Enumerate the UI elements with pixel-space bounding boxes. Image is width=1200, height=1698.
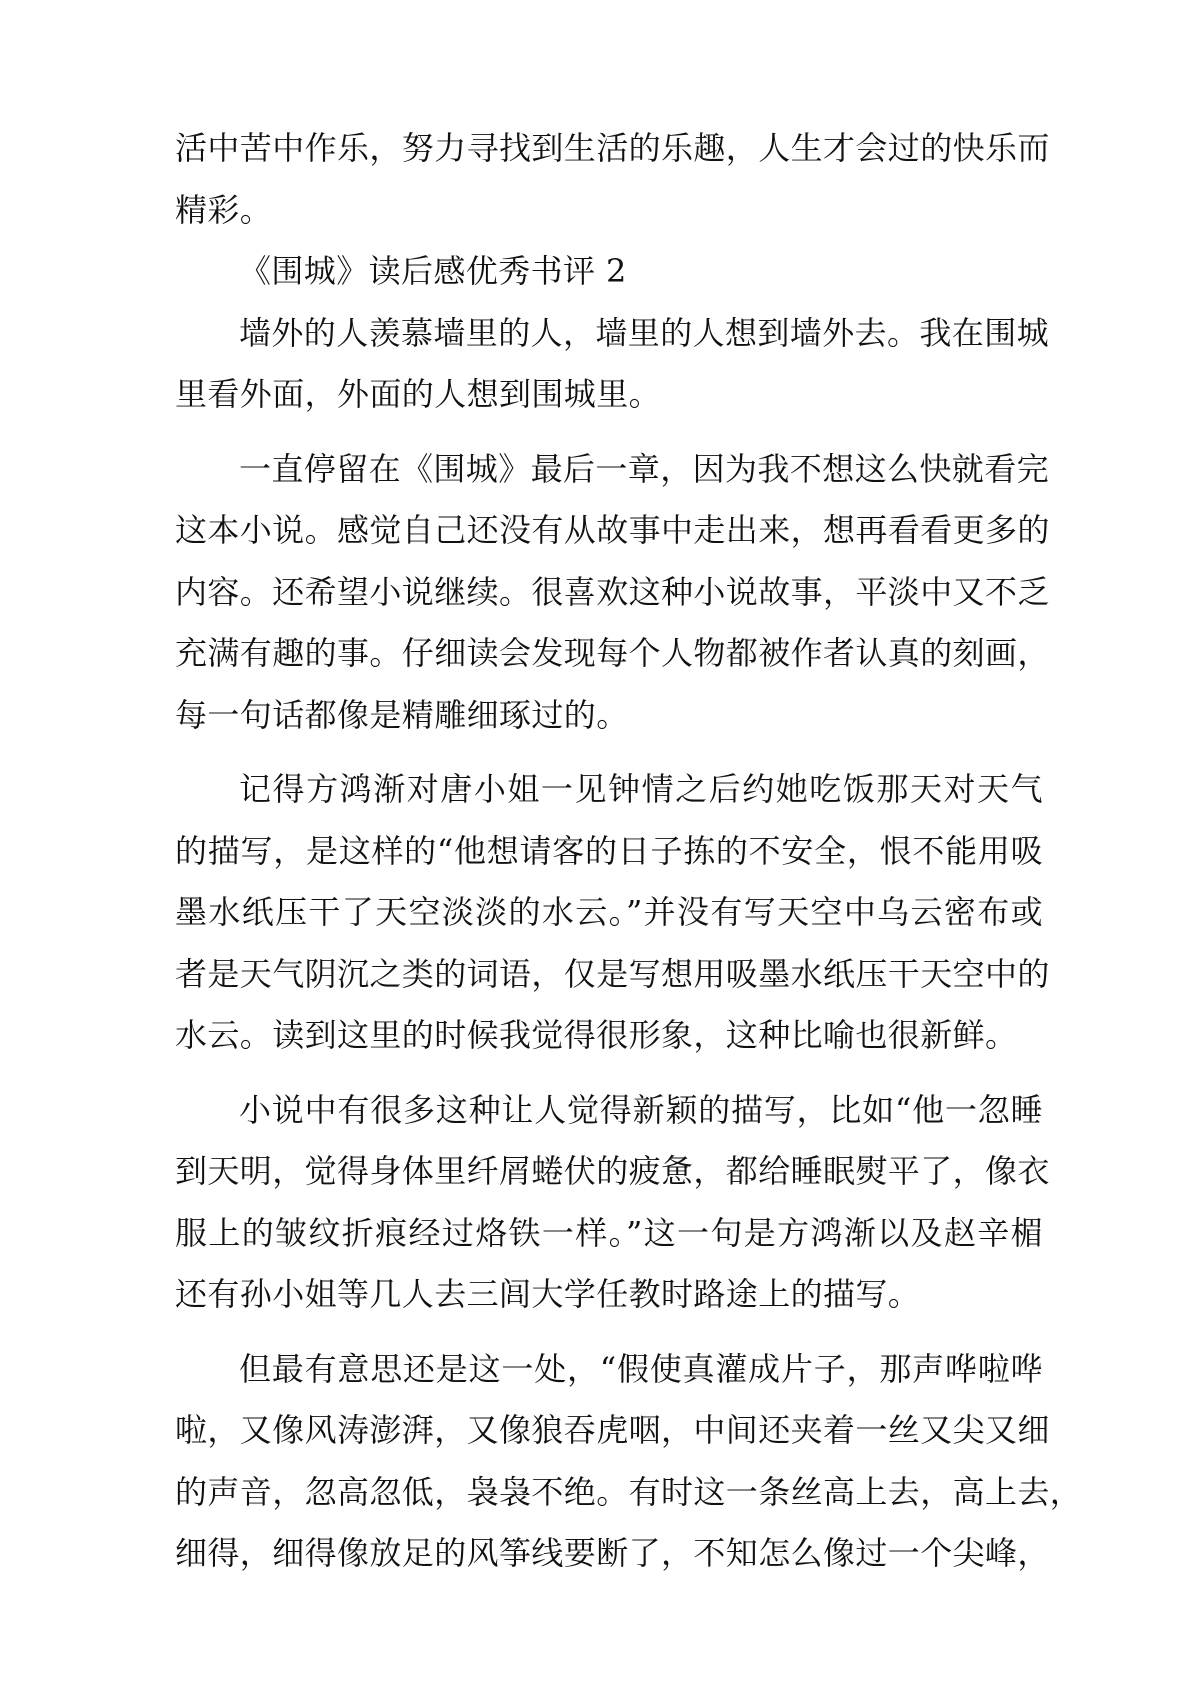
paragraph-line: 墨水纸压干了天空淡淡的水云。”并没有写天空中乌云密布或 xyxy=(175,893,1043,931)
section-heading: 《围城》读后感优秀书评 2 xyxy=(239,252,627,290)
paragraph-line: 水云。读到这里的时候我觉得很形象，这种比喻也很新鲜。 xyxy=(175,1016,1018,1054)
paragraph-line: 服上的皱纹折痕经过烙铁一样。”这一句是方鸿渐以及赵辛楣 xyxy=(175,1213,1043,1252)
paragraph-line: 的声音，忽高忽低，袅袅不绝。有时这一条丝高上去，高上去， xyxy=(175,1472,1083,1511)
paragraph-line: 还有孙小姐等几人去三闾大学任教时路途上的描写。 xyxy=(175,1275,921,1313)
paragraph-line: 者是天气阴沉之类的词语，仅是写想用吸墨水纸压干天空中的 xyxy=(175,954,1050,993)
paragraph-line: 内容。还希望小说继续。很喜欢这种小说故事，平淡中又不乏 xyxy=(175,572,1050,611)
paragraph-line: 这本小说。感觉自己还没有从故事中走出来，想再看看更多的 xyxy=(175,511,1050,549)
paragraph-line: 但最有意思还是这一处，“假使真灌成片子，那声哗啦哗 xyxy=(239,1349,1043,1388)
paragraph-line: 记得方鸿渐对唐小姐一见钟情之后约她吃饭那天对天气 xyxy=(239,770,1043,808)
paragraph-line: 到天明，觉得身体里纤屑蜷伏的疲惫，都给睡眠熨平了，像衣 xyxy=(175,1152,1050,1190)
paragraph-line: 一直停留在《围城》最后一章，因为我不想这么快就看完 xyxy=(239,449,1050,488)
document-body xyxy=(175,118,1083,1585)
paragraph-line: 精彩。 xyxy=(175,190,273,229)
paragraph-line: 每一句话都像是精雕细琢过的。 xyxy=(175,695,629,734)
paragraph-line: 小说中有很多这种让人觉得新颖的描写，比如“他一忽睡 xyxy=(239,1090,1043,1129)
paragraph-line: 啦，又像风涛澎湃，又像狼吞虎咽，中间还夹着一丝又尖又细 xyxy=(175,1411,1050,1449)
paragraph-line: 墙外的人羡慕墙里的人，墙里的人想到墙外去。我在围城 xyxy=(239,313,1050,352)
paragraph-line: 里看外面，外面的人想到围城里。 xyxy=(175,375,662,413)
paragraph-line: 活中苦中作乐，努力寻找到生活的乐趣，人生才会过的快乐而 xyxy=(175,129,1050,167)
paragraph-line: 的描写，是这样的“他想请客的日子拣的不安全，恨不能用吸 xyxy=(175,831,1043,870)
paragraph-line: 细得，细得像放足的风筝线要断了，不知怎么像过一个尖峰， xyxy=(175,1534,1050,1572)
paragraph-line: 充满有趣的事。仔细读会发现每个人物都被作者认真的刻画， xyxy=(175,634,1050,672)
